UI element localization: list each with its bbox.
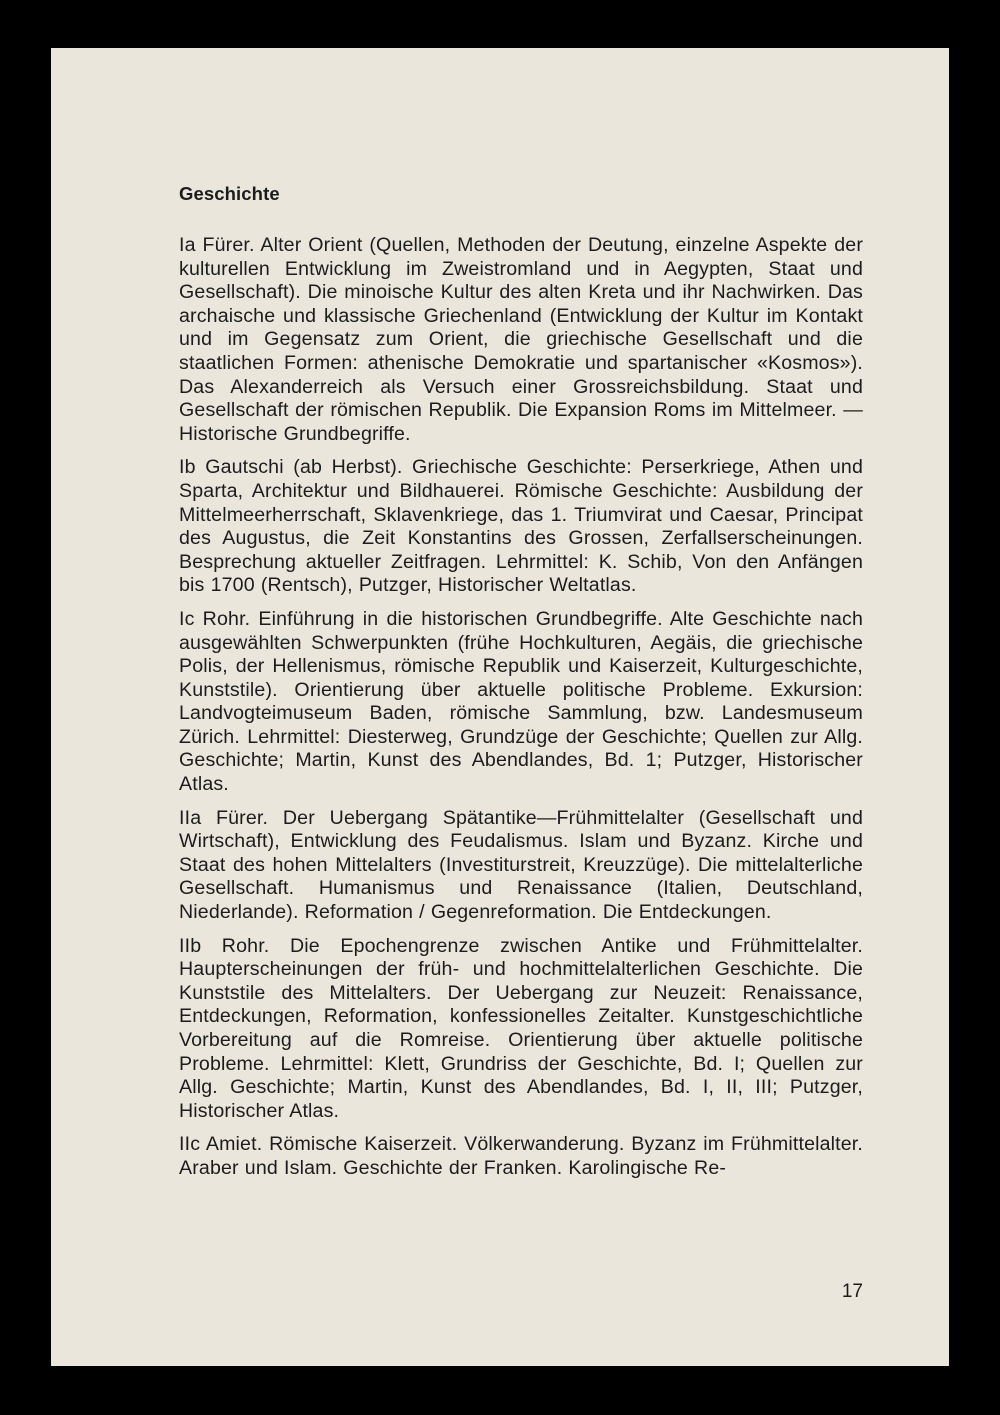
- paragraph-iic: IIc Amiet. Römische Kaiserzeit. Völkerwanderung. Byzanz im Frühmittelalter. Araber und Islam. Geschichte der Franken. Karolingische Re-: [179, 1133, 863, 1179]
- document-page: [51, 48, 949, 1366]
- paragraph-ic: Ic Rohr. Einführung in die historischen Grundbegriffe. Alte Geschichte nach ausgewählten Schwerpunkten (frühe Hochkulturen, Aegäis, die griechische Polis, der Hellenismus, römische Republik und Kaiserzeit, Kulturgeschichte, Kunststile). Orientierung über aktuelle politische Probleme. Exkursion: Landvogteimuseum Baden, römische Sammlung, bzw. Landesmuseum Zürich. Lehrmittel: Diesterweg, Grundzüge der Geschichte; Quellen zur Allg. Geschichte; Martin, Kunst des Abendlandes, Bd. 1; Putzger, Historischer Atlas.: [179, 607, 863, 796]
- page-content: [179, 182, 863, 1181]
- section-heading: Geschichte: [179, 183, 280, 204]
- paragraph-ib: Ib Gautschi (ab Herbst). Griechische Geschichte: Perserkriege, Athen und Sparta, Architektur und Bildhauerei. Römische Geschichte: Ausbildung der Mittelmeerherrschaft, Sklavenkriege, das 1. Triumvirat und Caesar, Principat des Augustus, die Zeit Konstantins des Grossen, Zerfallserscheinungen. Besprechung aktueller Zeitfragen. Lehrmittel: K. Schib, Von den Anfängen bis 1700 (Rentsch), Putzger, Historischer Weltatlas.: [179, 456, 863, 597]
- paragraph-iib: IIb Rohr. Die Epochengrenze zwischen Antike und Frühmittelalter. Haupterscheinungen der früh- und hochmittelalterlichen Geschichte. Die Kunststile des Mittelalters. Der Uebergang zur Neuzeit: Renaissance, Entdeckungen, Reformation, konfessionelles Zeitalter. Kunstgeschichtliche Vorbereitung auf die Romreise. Orientierung über aktuelle politische Probleme. Lehrmittel: Klett, Grundriss der Geschichte, Bd. I; Quellen zur Allg. Geschichte; Martin, Kunst des Abendlandes, Bd. I, II, III; Putzger, Historischer Atlas.: [179, 934, 863, 1122]
- paragraph-ia: Ia Fürer. Alter Orient (Quellen, Methoden der Deutung, einzelne Aspekte der kulturellen Entwicklung im Zweistromland und in Aegypten, Staat und Gesellschaft). Die minoische Kultur des alten Kreta und ihr Nachwirken. Das archaische und klassische Griechenland (Entwicklung der Kultur im Kontakt und im Gegensatz zum Orient, die griechische Gesellschaft und die staatlichen Formen: athenische Demokratie und spartanischer «Kosmos»). Das Alexanderreich als Versuch einer Grossreichsbildung. Staat und Gesellschaft der römischen Republik. Die Expansion Roms im Mittelmeer. — Historische Grundbegriffe.: [179, 234, 863, 445]
- page-number: 17: [841, 1281, 863, 1302]
- paragraph-iia: IIa Fürer. Der Uebergang Spätantike—Frühmittelalter (Gesellschaft und Wirtschaft), Entwicklung des Feudalismus. Islam und Byzanz. Kirche und Staat des hohen Mittelalters (Investiturstreit, Kreuzzüge). Die mittelalterliche Gesellschaft. Humanismus und Renaissance (Italien, Deutschland, Niederlande). Reformation / Gegenreformation. Die Entdeckungen.: [179, 806, 863, 924]
